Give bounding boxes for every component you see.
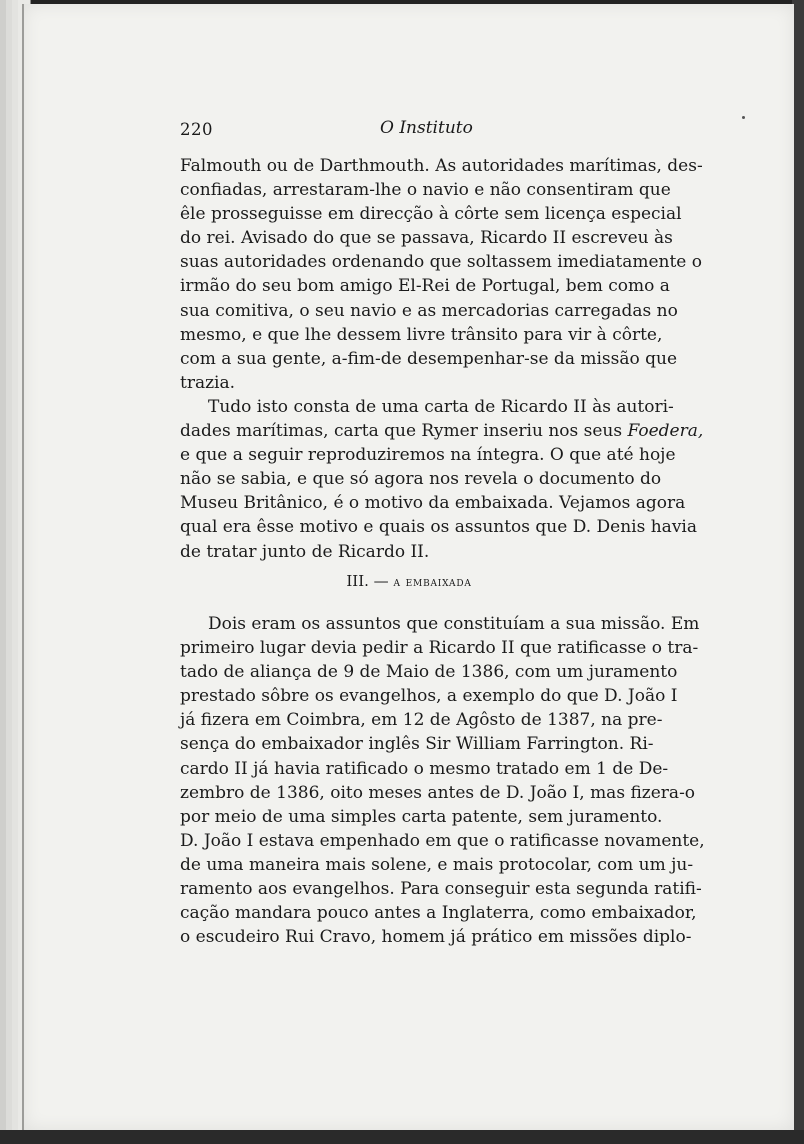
text-line: qual era êsse motivo e quais os assuntos que D. Denis havia <box>180 517 697 538</box>
text-line: o escudeiro Rui Cravo, homem já prático em missões diplo- <box>180 927 692 948</box>
section-title: a embaixada <box>393 575 472 590</box>
text-line: de uma maneira mais solene, e mais protocolar, com um ju- <box>180 854 694 875</box>
page-number: 220 <box>180 120 213 139</box>
text-run: dades marítimas, carta que Rymer inseriu nos seus <box>180 421 628 442</box>
text-line: tado de aliança de 9 de Maio de 1386, com um juramento <box>180 662 678 683</box>
text-line: ramento aos evangelhos. Para conseguir esta segunda ratifi- <box>180 879 702 900</box>
text-line: não se sabia, e que só agora nos revela o documento do <box>180 469 662 490</box>
text-line: Tudo isto consta de uma carta de Ricardo II às autori- <box>208 396 674 417</box>
body-text-bottom <box>180 612 705 949</box>
text-line: irmão do seu bom amigo El-Rei de Portugal, bem como a <box>180 276 670 297</box>
text-line: Dois eram os assuntos que constituíam a sua missão. Em <box>208 614 700 634</box>
running-header <box>180 116 640 144</box>
text-line: do rei. Avisado do que se passava, Ricardo II escreveu às <box>180 228 673 249</box>
text-line: cardo II já havia ratificado o mesmo tratado em 1 de De- <box>180 758 669 779</box>
text-line: zembro de 1386, oito meses antes de D. João I, mas fizera-o <box>180 782 696 803</box>
text-line: e que a seguir reproduziremos na íntegra. O que até hoje <box>180 445 676 466</box>
text-line: já fizera em Coimbra, em 12 de Agôsto de 1387, na pre- <box>180 710 663 731</box>
section-numeral: III. — <box>346 572 389 590</box>
text-line: Falmouth ou de Darthmouth. As autoridades marítimas, des- <box>180 156 703 176</box>
section-heading <box>180 572 638 590</box>
paper-speck <box>742 116 745 119</box>
text-line: Museu Britânico, é o motivo da embaixada. Vejamos agora <box>180 493 686 514</box>
text-line: trazia. <box>180 372 236 393</box>
italic-title: Foedera, <box>627 421 704 442</box>
text-line: suas autoridades ordenando que soltassem imediatamente o <box>180 252 702 273</box>
text-line: prestado sôbre os evangelhos, a exemplo do que D. João I <box>180 686 678 707</box>
text-line: cação mandara pouco antes a Inglaterra, como embaixador, <box>180 903 697 924</box>
body-text-top <box>180 154 704 564</box>
scan-border-bottom <box>0 1130 804 1144</box>
text-line: sença do embaixador inglês Sir William Farrington. Ri- <box>180 734 654 755</box>
text-line: com a sua gente, a-fim-de desempenhar-se da missão que <box>180 348 678 369</box>
text-line: mesmo, e que lhe dessem livre trânsito para vir à côrte, <box>180 324 663 345</box>
text-line: por meio de uma simples carta patente, sem juramento. <box>180 806 663 827</box>
text-line: D. João I estava empenhado em que o ratificasse novamente, <box>180 830 705 851</box>
text-line: confiadas, arrestaram-lhe o navio e não consentiram que <box>180 180 671 201</box>
text-line-with-italic <box>180 419 704 443</box>
text-line: sua comitiva, o seu navio e as mercadorias carregadas no <box>180 300 678 321</box>
text-line: êle prosseguisse em direcção à côrte sem licença especial <box>180 204 682 225</box>
text-line: de tratar junto de Ricardo II. <box>180 541 430 562</box>
text-line: primeiro lugar devia pedir a Ricardo II que ratificasse o tra- <box>180 638 699 659</box>
running-title: O Instituto <box>380 118 473 138</box>
